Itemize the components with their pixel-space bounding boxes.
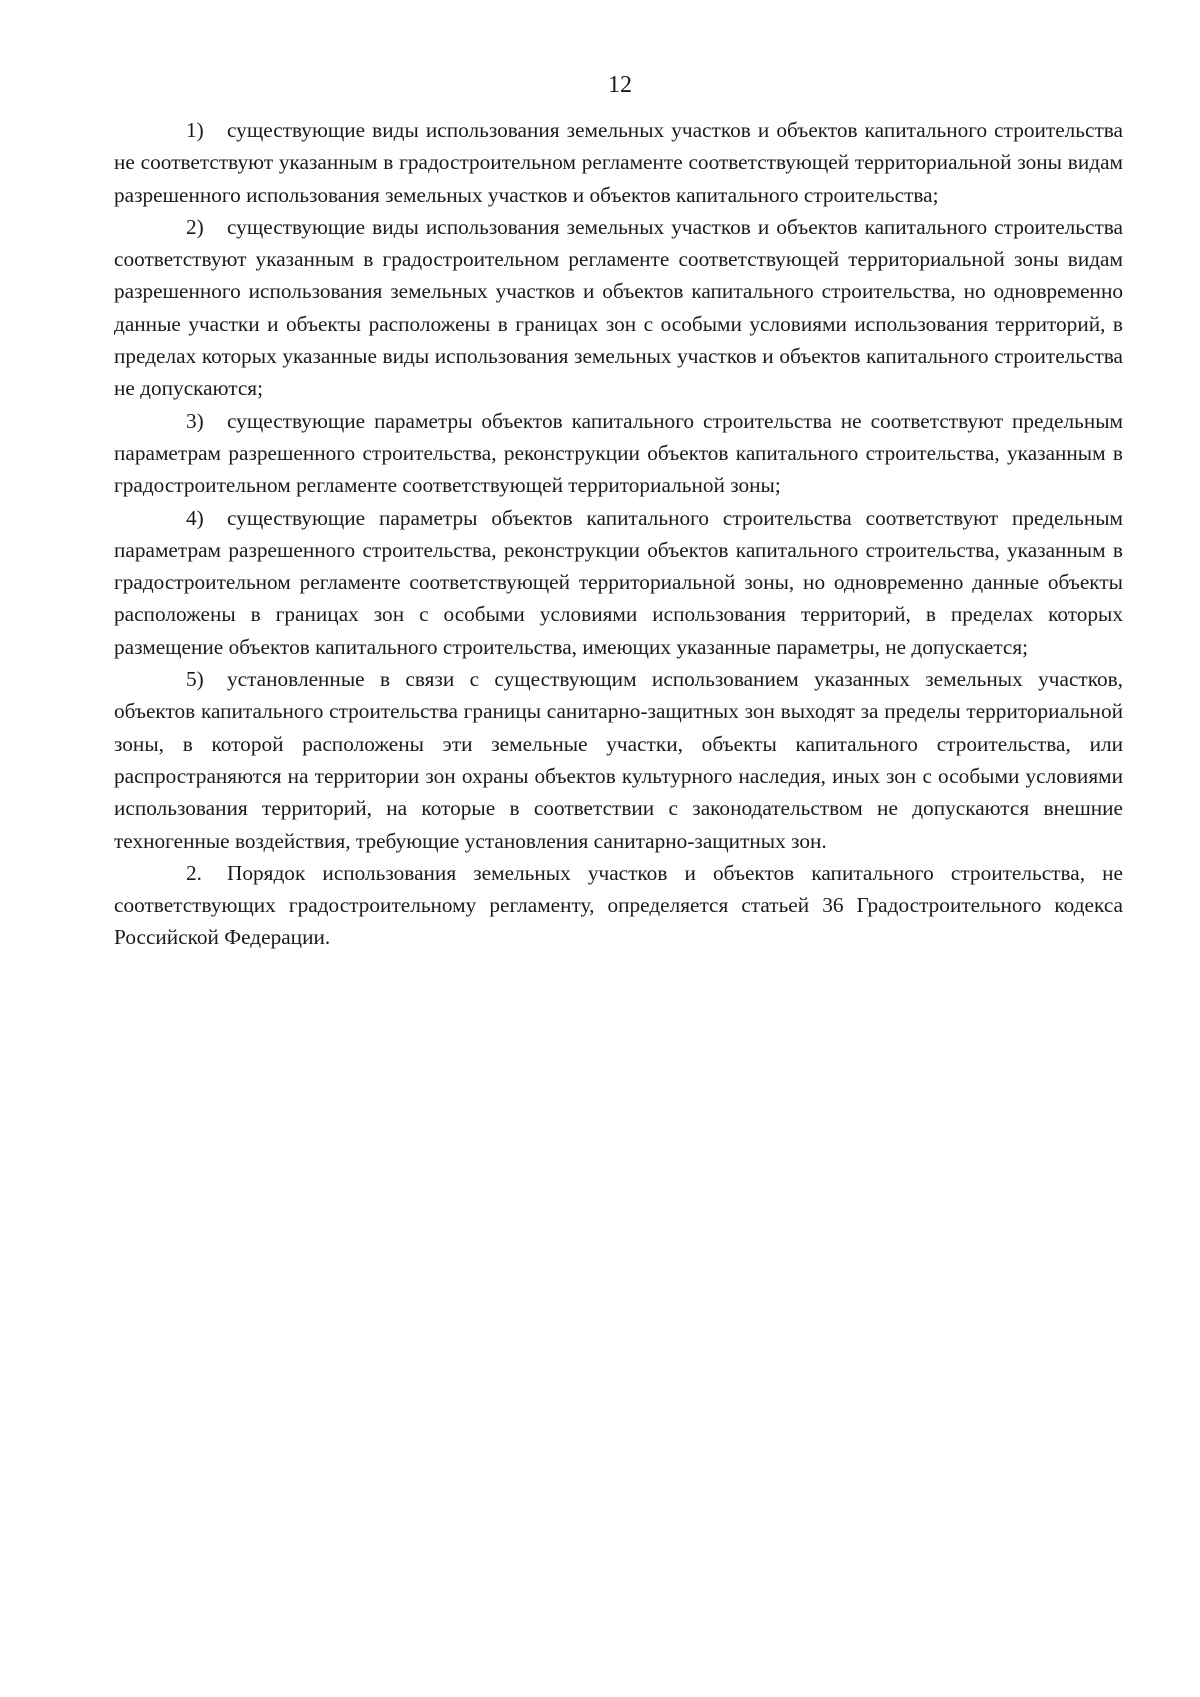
item-number: 1) [186, 118, 204, 142]
list-item [114, 502, 1123, 663]
item-text: существующие параметры объектов капитального строительства соответствуют предельным параметрам разрешенного строительства, реконструкции объектов капитального строительства, указанным в градостроительном регламенте соответствующей территориальной зоны, но одновременно данные объекты расположены в границах зон с особыми условиями использования территорий, в пределах которых размещение объектов капитального строительства, имеющих указанные параметры, не допускается; [114, 505, 1123, 659]
item-number: 5) [186, 667, 204, 692]
list-item [114, 663, 1123, 857]
item-text: существующие виды использования земельных участков и объектов капитального строительства соответствуют указанным в градостроительном регламенте соответствующей территориальной зоны видам разрешенного использования земельных участков и объектов капитального строительства, но одновременно данные участки и объекты расположены в границах зон с особыми условиями использования территорий, в пределах которых указанные виды использования земельных участков и объектов капитального строительства не допускаются; [114, 214, 1123, 401]
section-text: Порядок использования земельных участков и объектов капитального строительства, не соответствующих градостроительному регламенту, определяется статьей 36 Градостроительного кодекса Российской Федерации. [114, 860, 1123, 950]
item-text: существующие виды использования земельных участков и объектов капитального строительства не соответствуют указанным в градостроительном регламенте соответствующей территориальной зоны видам разрешенного использования земельных участков и объектов капитального строительства; [114, 118, 1123, 207]
item-text: установленные в связи с существующим использованием указанных земельных участков, объектов капитального строительства границы санитарно-защитных зон выходят за пределы территориальной зоны, в которой расположены эти земельные участки, объекты капитального строительства, или распространяются на территории зон охраны объектов культурного наследия, иных зон с особыми условиями использования территорий, на которые в соответствии с законодательством не допускаются внешние техногенные воздействия, требующие установления санитарно-защитных зон. [114, 667, 1123, 853]
item-number: 2) [186, 214, 204, 239]
list-item [114, 405, 1123, 502]
list-item [114, 114, 1123, 211]
list-item [114, 211, 1123, 405]
section-number: 2. [186, 860, 202, 885]
item-number: 3) [186, 408, 204, 433]
item-text: существующие параметры объектов капитального строительства не соответствуют предельным параметрам разрешенного строительства, реконструкции объектов капитального строительства, указанным в градостроительном регламенте соответствующей территориальной зоны; [114, 408, 1123, 498]
document-body [114, 114, 1123, 954]
page-number: 12 [608, 72, 632, 98]
section-paragraph [114, 857, 1123, 954]
item-number: 4) [186, 505, 204, 530]
